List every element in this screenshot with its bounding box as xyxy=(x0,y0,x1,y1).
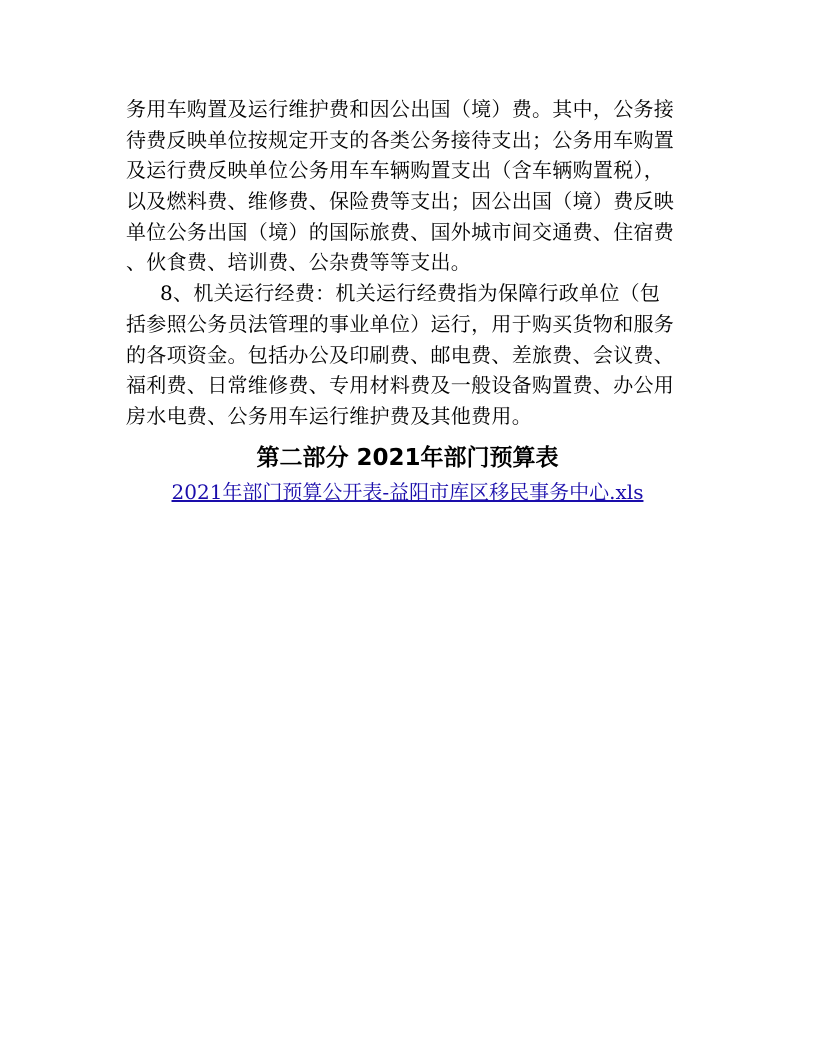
section-title: 第二部分 2021年部门预算表 xyxy=(256,445,559,471)
text-line: 待费反映单位按规定开支的各类公务接待支出；公务用车购置 xyxy=(126,127,675,152)
text-line: 福利费、日常维修费、专用材料费及一般设备购置费、办公用 xyxy=(126,373,675,398)
text-line: 单位公务出国（境）的国际旅费、国外城市间交通费、住宿费 xyxy=(126,219,675,244)
text-line: 的各项资金。包括办公及印刷费、邮电费、差旅费、会议费、 xyxy=(126,342,675,367)
text-line: 房水电费、公务用车运行维护费及其他费用。 xyxy=(126,403,532,428)
paragraph-official-expenses xyxy=(126,94,701,278)
attachment-link[interactable]: 2021年部门预算公开表-益阳市库区移民事务中心.xls xyxy=(171,480,644,504)
text-line: 括参照公务员法管理的事业单位）运行，用于购买货物和服务 xyxy=(126,311,675,336)
text-line: 务用车购置及运行维护费和因公出国（境）费。其中，公务接 xyxy=(126,97,675,121)
text-line: 、伙食费、培训费、公杂费等等支出。 xyxy=(126,250,472,275)
text-line: 以及燃料费、维修费、保险费等支出；因公出国（境）费反映 xyxy=(126,189,675,214)
paragraph-operating-funds xyxy=(126,278,701,431)
text-line: 及运行费反映单位公务用车车辆购置支出（含车辆购置税）， xyxy=(126,158,665,183)
text-line: 8、机关运行经费：机关运行经费指为保障行政单位（包 xyxy=(160,281,661,306)
document-body xyxy=(126,94,701,432)
